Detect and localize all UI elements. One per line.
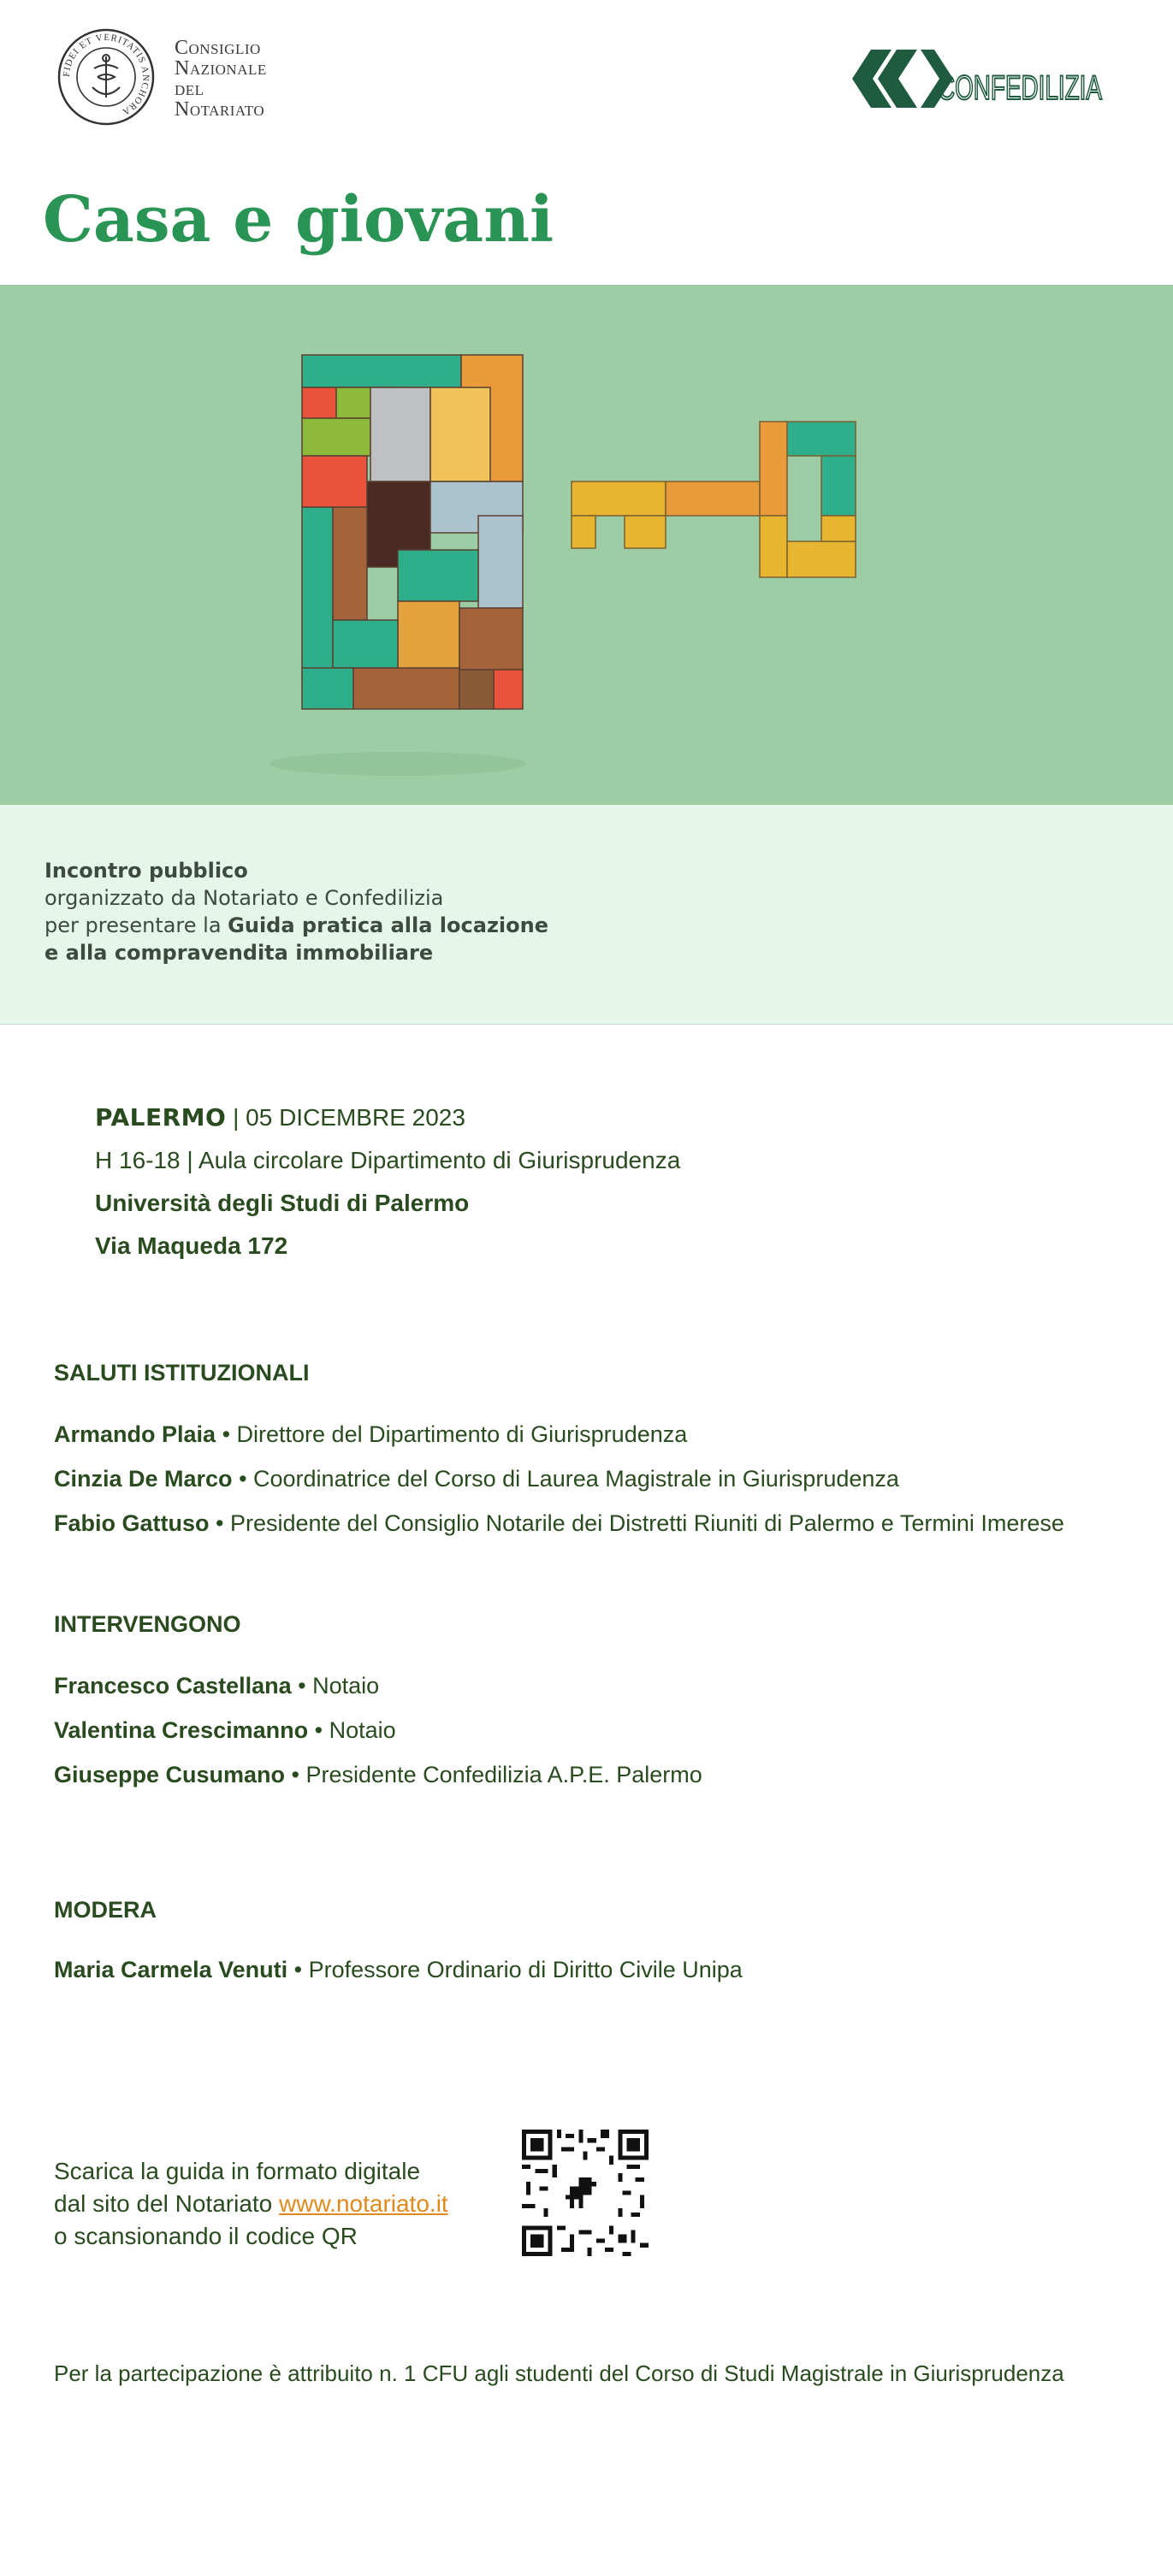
moderator-role: • Professore Ordinario di Diritto Civile Unipa (287, 1957, 743, 1982)
cnn-seal-logo (56, 27, 156, 127)
confedilizia-wordmark: CONFEDILIZIA (938, 69, 1103, 107)
event-date-line (95, 1096, 680, 1139)
speaker-role: • Notaio (308, 1717, 396, 1743)
intro-line-1: Incontro pubblico (44, 859, 248, 883)
speaker-row (54, 1762, 702, 1788)
seal-text: FIDEI ET VERITATIS ANCHORA (61, 32, 151, 118)
download-info (54, 2155, 448, 2253)
section-title-intervengono: INTERVENGONO (54, 1611, 241, 1637)
event-info (95, 1096, 680, 1267)
speaker-name: Fabio Gattuso (54, 1510, 210, 1536)
download-line-1: Scarica la guida in formato digitale (54, 2158, 421, 2184)
event-date: | 05 DICEMBRE 2023 (226, 1104, 465, 1131)
cnn-line-3: del (175, 78, 204, 100)
intro-text (44, 857, 548, 966)
speaker-role: • Direttore del Dipartimento di Giurisprudenza (216, 1421, 688, 1447)
speaker-role: • Presidente del Consiglio Notarile dei Distretti Riuniti di Palermo e Termini Imerese (209, 1510, 1064, 1536)
speaker-row (54, 1673, 379, 1699)
puzzle-house-key-illustration (0, 285, 1173, 805)
speaker-name: Francesco Castellana (54, 1673, 292, 1699)
speaker-name: Cinzia De Marco (54, 1466, 233, 1492)
download-line-3: o scansionando il codice QR (54, 2223, 358, 2249)
speaker-row (54, 1421, 687, 1448)
intro-guide-title: Guida pratica alla locazione (228, 913, 548, 937)
qr-code-icon[interactable] (522, 2130, 649, 2256)
speaker-role: • Notaio (291, 1673, 380, 1699)
intro-line-3 (44, 912, 548, 939)
confedilizia-logo (849, 46, 1105, 111)
cnn-line-2: Nazionale (175, 57, 267, 80)
cnn-wordmark (175, 38, 267, 120)
intro-line-3-prefix: per presentare la (44, 913, 228, 937)
notariato-link[interactable]: www.notariato.it (279, 2190, 448, 2217)
section-title-saluti: SALUTI ISTITUZIONALI (54, 1360, 310, 1385)
speaker-name: Giuseppe Cusumano (54, 1762, 286, 1787)
speaker-role: • Presidente Confedilizia A.P.E. Palermo (285, 1762, 702, 1787)
speaker-row (54, 1510, 1064, 1537)
cnn-line-4: Notariato (175, 98, 265, 121)
speaker-name: Armando Plaia (54, 1421, 216, 1447)
section-title-modera: MODERA (54, 1897, 157, 1923)
speaker-row (54, 1717, 396, 1744)
event-university: Università degli Studi di Palermo (95, 1190, 470, 1216)
cfu-note: Per la partecipazione è attribuito n. 1 CFU agli studenti del Corso di Studi Magistrale in Giurisprudenza (54, 2360, 1064, 2386)
download-line-2 (54, 2188, 448, 2220)
hero-banner (0, 285, 1173, 805)
intro-line-4: e alla compravendita immobiliare (44, 941, 434, 965)
moderator-name: Maria Carmela Venuti (54, 1957, 288, 1982)
cnn-line-1: Consiglio (175, 37, 261, 59)
event-time-place: H 16-18 | Aula circolare Dipartimento di Giurisprudenza (95, 1147, 681, 1173)
event-city: PALERMO (95, 1103, 227, 1131)
download-line-2-prefix: dal sito del Notariato (54, 2190, 280, 2217)
moderator-row (54, 1957, 743, 1983)
speaker-name: Valentina Crescimanno (54, 1717, 309, 1743)
speaker-role: • Coordinatrice del Corso di Laurea Magistrale in Giurisprudenza (232, 1466, 899, 1492)
intro-line-2: organizzato da Notariato e Confedilizia (44, 886, 444, 910)
event-address: Via Maqueda 172 (95, 1232, 288, 1259)
speaker-row (54, 1466, 899, 1492)
page-title: Casa e giovani (43, 183, 554, 257)
